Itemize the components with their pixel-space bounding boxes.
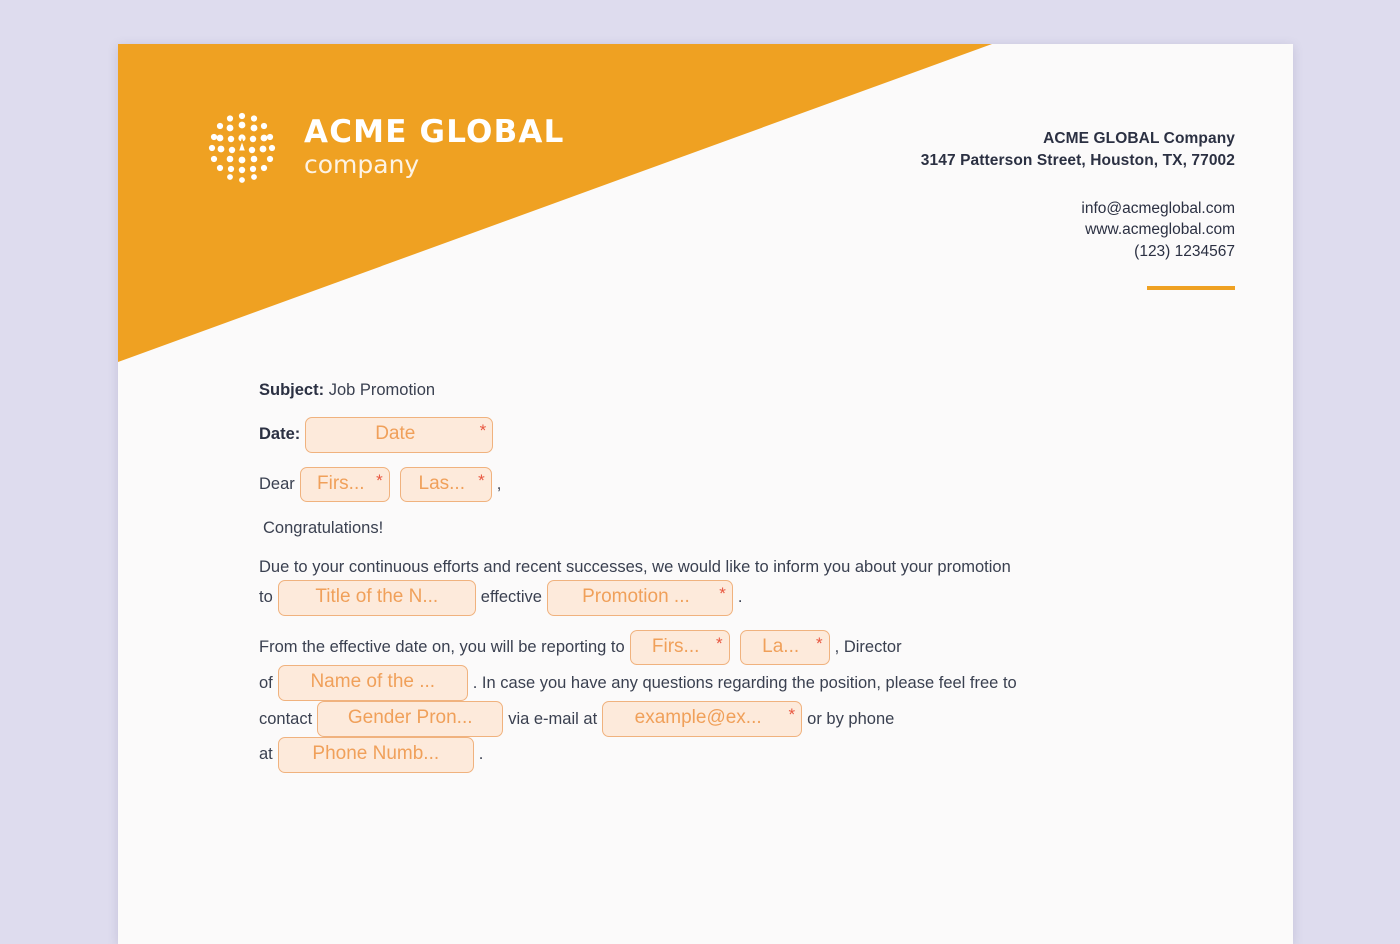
paragraph-reporting-line4	[259, 737, 1235, 773]
or-by-phone-text: or by phone	[807, 709, 895, 728]
reporting-period: .	[478, 745, 484, 764]
salutation-text: Dear	[259, 475, 295, 493]
field-email[interactable]: example@ex... *	[602, 701, 802, 737]
paragraph-promotion-line2	[259, 580, 1235, 616]
paragraph-promotion	[259, 555, 1235, 616]
field-department-name[interactable]: Name of the ...	[278, 665, 468, 701]
company-phone: (123) 1234567	[1134, 242, 1235, 260]
field-manager-last-name[interactable]: La... *	[740, 630, 830, 666]
paragraph-reporting-line1	[259, 630, 1235, 666]
field-first-name[interactable]: Firs... *	[300, 467, 390, 503]
field-new-title[interactable]: Title of the N...	[278, 580, 476, 616]
contact-spacer	[921, 172, 1235, 198]
reporting-of-word: of	[259, 673, 273, 692]
letter-page	[118, 44, 1293, 944]
company-name: ACME GLOBAL Company	[1043, 130, 1235, 147]
globe-logo-icon	[202, 108, 282, 188]
subject-label: Subject:	[259, 381, 325, 399]
brand-subtitle: company	[304, 150, 420, 180]
paragraph-reporting-line3	[259, 701, 1235, 737]
reporting-questions-text: . In case you have any questions regarding the position, please feel free to	[472, 673, 1017, 692]
field-phone[interactable]: Phone Numb...	[278, 737, 474, 773]
brand-name: ACME GLOBAL	[304, 113, 565, 150]
greeting-line	[263, 516, 1235, 541]
promotion-effective-word: effective	[480, 588, 542, 607]
subject-value: Job Promotion	[328, 381, 436, 399]
at-word: at	[259, 745, 273, 764]
field-manager-first-name[interactable]: Firs... *	[630, 630, 730, 666]
date-label: Date:	[259, 425, 301, 444]
contact-word: contact	[259, 709, 313, 728]
promotion-to-word: to	[259, 588, 273, 607]
company-website: www.acmeglobal.com	[1085, 221, 1235, 239]
subject-line	[259, 378, 1235, 403]
field-date[interactable]: Date *	[305, 417, 493, 453]
salutation-comma: ,	[496, 475, 502, 493]
brand-wordmark	[304, 113, 565, 181]
company-address: 3147 Patterson Street, Houston, TX, 77002	[920, 152, 1235, 169]
paragraph-promotion-line1	[259, 555, 1235, 580]
salutation-line	[259, 467, 1235, 503]
field-promotion-date[interactable]: Promotion ... *	[547, 580, 733, 616]
reporting-sentence-start: From the effective date on, you will be reporting to	[259, 638, 625, 656]
reporting-director-text: , Director	[834, 638, 902, 656]
promotion-period: .	[737, 588, 743, 607]
date-line	[259, 417, 1235, 453]
via-email-text: via e-mail at	[508, 709, 598, 728]
company-email: info@acmeglobal.com	[1081, 200, 1235, 217]
field-last-name[interactable]: Las... *	[400, 467, 492, 503]
greeting-text: Congratulations!	[263, 519, 384, 538]
letter-body	[118, 362, 1293, 773]
paragraph-reporting-line2	[259, 665, 1235, 701]
header-accent-rule	[1147, 286, 1235, 290]
company-contact-block	[921, 128, 1235, 262]
paragraph-reporting	[259, 630, 1235, 773]
field-gender-pronoun[interactable]: Gender Pron...	[317, 701, 503, 737]
promotion-sentence-start: Due to your continuous efforts and recent successes, we would like to inform you about your promotion	[259, 558, 1011, 576]
letter-header	[118, 44, 1293, 362]
brand-logo-block	[202, 108, 565, 188]
